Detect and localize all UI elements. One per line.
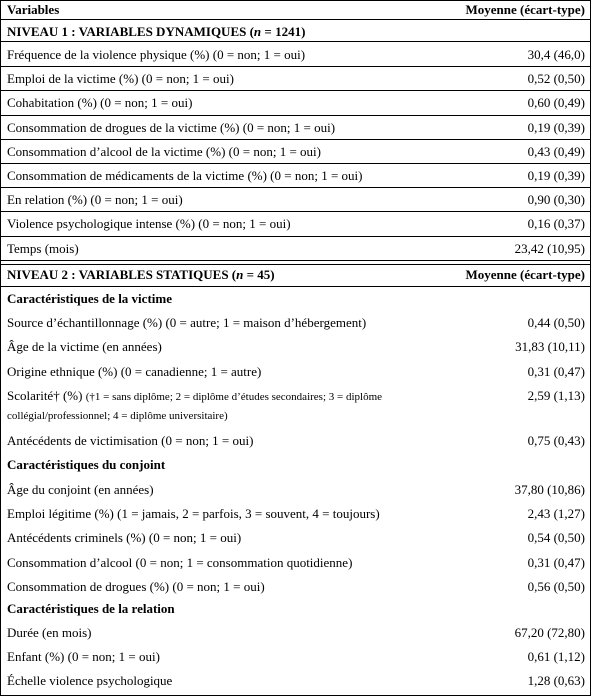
row-value: 2,43 (1,27)	[527, 506, 585, 522]
row-value: 0,61 (1,12)	[527, 649, 585, 665]
table-row	[1, 187, 590, 211]
level2-title-divider	[1, 286, 590, 287]
schooling-label-main: Scolarité† (%)	[7, 388, 86, 403]
row-value: 0,43 (0,49)	[527, 143, 585, 159]
level1-title-row	[1, 21, 590, 41]
level1-title-suffix: = 1241)	[261, 24, 306, 39]
row-label: Temps (mois)	[7, 240, 79, 256]
row-value: 67,20 (72,80)	[514, 625, 585, 640]
schooling-value: 2,59 (1,13)	[527, 388, 585, 403]
schooling-row	[1, 383, 590, 427]
row-divider	[1, 260, 590, 261]
table-row	[1, 525, 590, 549]
row-value: 30,4 (46,0)	[527, 47, 585, 62]
table-row	[1, 139, 590, 163]
victim-heading: Caractéristiques de la victime	[7, 291, 172, 306]
table-row	[1, 334, 590, 358]
row-label: En relation (%) (0 = non; 1 = oui)	[7, 192, 183, 208]
table-row	[1, 163, 590, 187]
table-row	[1, 668, 590, 692]
row-value: 0,31 (0,47)	[527, 554, 585, 570]
row-value: 23,42 (10,95)	[514, 240, 585, 256]
row-label: Fréquence de la violence physique (%) (0 = non; 1 = oui)	[7, 47, 306, 62]
table-row	[1, 90, 590, 114]
level1-title-n: n	[253, 24, 262, 39]
row-label: Emploi légitime (%) (1 = jamais, 2 = parfois, 3 = souvent, 4 = toujours)	[7, 506, 380, 522]
level2-title	[7, 267, 275, 282]
level2-title-suffix: = 45)	[243, 267, 275, 282]
row-value: 0,16 (0,37)	[527, 216, 585, 232]
row-value: 0,44 (0,50)	[527, 315, 585, 330]
partner-heading: Caractéristiques du conjoint	[7, 457, 166, 472]
level2-title-n: n	[236, 267, 244, 282]
table-row	[1, 211, 590, 235]
row-label: Origine ethnique (%) (0 = canadienne; 1 = autre)	[7, 363, 262, 379]
row-value: 0,19 (0,39)	[527, 168, 585, 183]
row-label: Emploi de la victime (%) (0 = non; 1 = oui)	[7, 71, 234, 87]
row-value: 0,31 (0,47)	[527, 363, 585, 379]
row-label: Cohabitation (%) (0 = non; 1 = oui)	[7, 95, 193, 111]
row-value: 37,80 (10,86)	[514, 482, 585, 497]
row-value: 0,56 (0,50)	[527, 578, 585, 594]
level1-title	[7, 24, 305, 39]
table-row	[1, 310, 590, 334]
victim-heading-row	[1, 289, 590, 309]
row-label: Consommation de drogues de la victime (%) (0 = non; 1 = oui)	[7, 119, 336, 135]
partner-heading-row	[1, 454, 590, 476]
row-label: Consommation d’alcool (0 = non; 1 = consommation quotidienne)	[7, 554, 353, 570]
row-label: Âge du conjoint (en années)	[7, 482, 154, 497]
row-value: 0,60 (0,49)	[527, 95, 585, 111]
level2-header-mean: Moyenne (écart-type)	[465, 267, 585, 282]
row-label: Violence psychologique intense (%) (0 = non; 1 = oui)	[7, 216, 291, 232]
row-value: 0,54 (0,50)	[527, 530, 585, 546]
header-mean: Moyenne (écart-type)	[465, 2, 585, 17]
row-value: 1,28 (0,63)	[527, 673, 585, 689]
level2-title-row	[1, 265, 590, 285]
table-row	[1, 236, 590, 260]
relation-heading-row	[1, 598, 590, 620]
table-row	[1, 115, 590, 139]
row-value: 0,19 (0,39)	[527, 119, 585, 135]
row-label: Source d’échantillonnage (%) (0 = autre; 1 = maison d’hébergement)	[7, 315, 367, 330]
table-row	[1, 428, 590, 452]
table-row	[1, 477, 590, 501]
row-value: 31,83 (10,11)	[515, 339, 585, 355]
row-label: Durée (en mois)	[7, 625, 92, 640]
relation-heading: Caractéristiques de la relation	[7, 601, 175, 616]
table-row	[1, 550, 590, 574]
row-label: Consommation de médicaments de la victime (%) (0 = non; 1 = oui)	[7, 168, 363, 183]
table-header	[1, 1, 590, 19]
table-row	[1, 501, 590, 525]
row-value: 0,75 (0,43)	[527, 433, 585, 448]
row-label: Consommation de drogues (%) (0 = non; 1 = oui)	[7, 578, 265, 594]
header-variables: Variables	[7, 2, 60, 17]
table-row	[1, 359, 590, 383]
table-row	[1, 574, 590, 598]
row-label: Consommation d’alcool de la victime (%) (0 = non; 1 = oui)	[7, 143, 321, 159]
row-label: Enfant (%) (0 = non; 1 = oui)	[7, 649, 160, 665]
schooling-label	[7, 388, 382, 405]
row-label: Âge de la victime (en années)	[7, 339, 162, 355]
row-label: Échelle violence psychologique	[7, 673, 173, 689]
table-row	[1, 620, 590, 644]
row-label: Antécédents criminels (%) (0 = non; 1 = oui)	[7, 530, 242, 546]
level1-title-prefix: NIVEAU 1 : VARIABLES DYNAMIQUES (	[7, 24, 254, 39]
schooling-label-detail-2: collégial/professionnel; 4 = diplôme universitaire)	[7, 410, 228, 422]
schooling-label-detail-1: (†1 = sans diplôme; 2 = diplôme d’études secondaires; 3 = diplôme	[85, 391, 383, 403]
table-row	[1, 644, 590, 668]
table-row	[1, 66, 590, 90]
level2-title-prefix: NIVEAU 2 : VARIABLES STATIQUES (	[7, 267, 237, 282]
row-value: 0,52 (0,50)	[527, 71, 585, 87]
row-value: 0,90 (0,30)	[527, 192, 585, 208]
row-label: Antécédents de victimisation (0 = non; 1 = oui)	[7, 433, 254, 448]
header-divider	[1, 19, 590, 20]
table-row	[1, 42, 590, 66]
